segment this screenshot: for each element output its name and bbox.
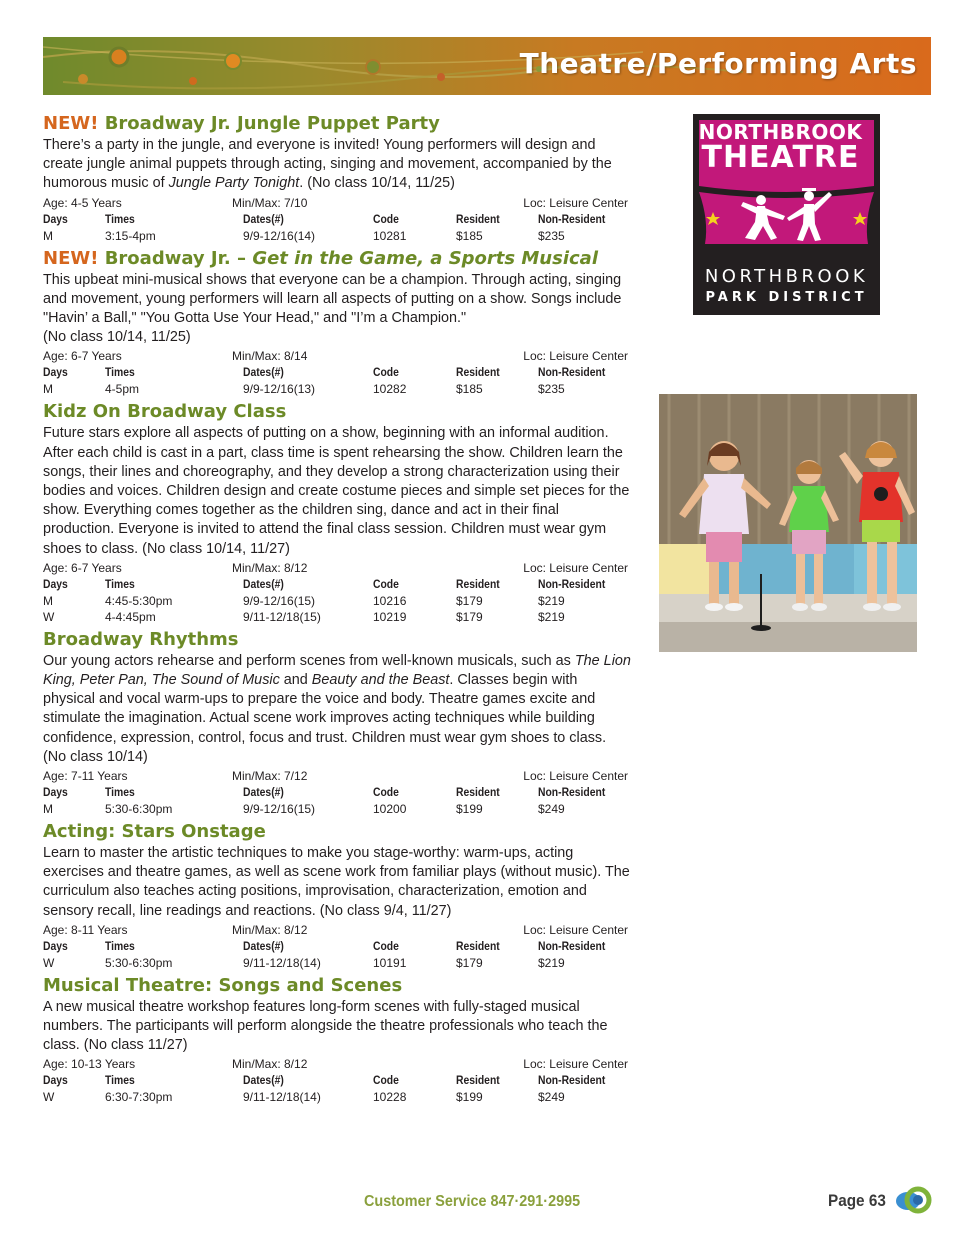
course-item	[43, 973, 631, 1106]
course-description: Learn to master the artistic techniques to make you stage-worthy: warm-ups, acting exercises and theatre games, as well as scene work from familiar plays (without music). The curriculum also teaches acting positions, improvisation, characterization, emotion and sensory recall, line readings and reactions. (No class 9/4, 11/27)	[43, 845, 630, 919]
course-item	[43, 399, 631, 624]
col-resident: Resident	[456, 367, 500, 380]
min-max: Min/Max: 8/12	[232, 1057, 308, 1072]
cell-times: 4:45-5:30pm	[105, 593, 173, 608]
cell-times: 3:15-4pm	[105, 228, 156, 243]
col-nonresident: Non-Resident	[538, 787, 606, 800]
cell-nonresident: $249	[538, 802, 565, 817]
cell-code: 10281	[373, 228, 407, 243]
children-on-stage-photo	[659, 394, 917, 652]
course-item	[43, 627, 631, 817]
col-resident: Resident	[456, 1075, 500, 1088]
desc-text: (No class 10/14)	[43, 748, 148, 765]
cell-dates: 9/9-12/16(15)	[243, 593, 316, 608]
stage-photo-illustration	[659, 394, 917, 652]
cell-nonresident: $249	[538, 1090, 565, 1105]
col-days: Days	[43, 213, 68, 226]
table-row	[43, 1089, 631, 1105]
table-row	[43, 801, 631, 817]
cell-resident: $179	[456, 593, 483, 608]
desc-text: . Classes begin with physical and vocal warm-ups to prepare the voice and body. Theatre games excite and stimulate the imagination. Actual scene work improves acting techniques while building confidence, expression, control, focus and trust. Children must wear gym shoes to class.	[43, 672, 607, 746]
schedule-table	[43, 785, 631, 817]
col-times: Times	[105, 1075, 135, 1088]
schedule-table	[43, 212, 631, 244]
cell-days: W	[43, 1090, 55, 1105]
table-header	[43, 785, 631, 801]
desc-text: Our young actors rehearse and perform scenes from well-known musicals, such as	[43, 652, 575, 669]
col-resident: Resident	[456, 213, 500, 226]
location: Loc: Leisure Center	[523, 349, 628, 364]
table-row	[43, 228, 631, 244]
col-times: Times	[105, 213, 135, 226]
cell-dates: 9/9-12/16(14)	[243, 228, 316, 243]
desc-text: There’s a party in the jungle, and everyone is invited! Young performers will design and create jungle animal puppets through acting, singing and movement, accompanied by the humorous music of	[43, 137, 612, 192]
col-nonresident: Non-Resident	[538, 1075, 606, 1088]
cell-nonresident: $219	[538, 609, 565, 624]
cell-times: 6:30-7:30pm	[105, 1090, 173, 1105]
course-title: Broadway Rhythms	[43, 628, 239, 650]
table-header	[43, 365, 631, 381]
cell-code: 10219	[373, 609, 407, 624]
location: Loc: Leisure Center	[523, 1057, 628, 1072]
table-header	[43, 939, 631, 955]
course-title	[43, 111, 631, 136]
cell-dates: 9/9-12/16(13)	[243, 382, 316, 397]
col-resident: Resident	[456, 787, 500, 800]
col-nonresident: Non-Resident	[538, 940, 606, 953]
min-max: Min/Max: 7/10	[232, 195, 308, 210]
location: Loc: Leisure Center	[523, 769, 628, 784]
desc-italic: Jungle Party Tonight	[168, 175, 300, 192]
desc-text: . (No class 10/14, 11/25)	[299, 175, 455, 192]
col-nonresident: Non-Resident	[538, 367, 606, 380]
course-meta	[43, 560, 631, 577]
cell-days: W	[43, 955, 55, 970]
cell-times: 5:30-6:30pm	[105, 955, 173, 970]
logo-line4: PARK DISTRICT	[705, 290, 868, 305]
customer-service-phone: Customer Service 847·291·2995	[364, 1193, 581, 1210]
cell-days: M	[43, 228, 53, 243]
course-title: Kidz On Broadway Class	[43, 401, 287, 423]
course-title: Musical Theatre: Songs and Scenes	[43, 974, 403, 996]
table-row	[43, 593, 631, 609]
col-code: Code	[373, 787, 399, 800]
course-meta	[43, 922, 631, 939]
desc-italic: The Lion King, Peter Pan, The Sound of Music	[43, 652, 631, 689]
col-times: Times	[105, 787, 135, 800]
col-dates: Dates(#)	[243, 787, 284, 800]
table-header	[43, 1073, 631, 1089]
cell-times: 4-5pm	[105, 382, 140, 397]
table-header	[43, 212, 631, 228]
cell-code: 10216	[373, 593, 407, 608]
course-meta	[43, 348, 631, 365]
col-days: Days	[43, 1075, 68, 1088]
cell-days: M	[43, 802, 53, 817]
col-code: Code	[373, 367, 399, 380]
min-max: Min/Max: 8/12	[232, 560, 308, 575]
col-days: Days	[43, 578, 68, 591]
course-title-italic: Get in the Game, a Sports Musical	[252, 247, 598, 269]
age-range: Age: 7-11 Years	[43, 769, 128, 784]
cell-resident: $199	[456, 802, 483, 817]
cell-resident: $185	[456, 228, 483, 243]
course-description	[43, 136, 631, 194]
age-range: Age: 6-7 Years	[43, 349, 122, 364]
course-description: Future stars explore all aspects of putting on a show, beginning with an informal audition. After each child is cast in a part, class time is spent rehearsing the show. Children learn the songs, their lines and choreography, and they develop a strong characterization using their bodies and voices. Children design and create costume pieces and simple set pieces for the show. Everything comes together as the children sing, dance and act in their final production. Everyone is invited to attend the final class session. Children must wear gym shoes to class. (No class 10/14, 11/27)	[43, 425, 630, 557]
course-description	[43, 271, 631, 348]
table-row	[43, 609, 631, 625]
cell-nonresident: $235	[538, 382, 565, 397]
col-dates: Dates(#)	[243, 940, 284, 953]
min-max: Min/Max: 8/14	[232, 349, 308, 364]
schedule-table	[43, 577, 631, 625]
cell-resident: $185	[456, 382, 483, 397]
cell-days: W	[43, 609, 55, 624]
page-number: Page 63	[828, 1191, 886, 1210]
col-code: Code	[373, 1075, 399, 1088]
age-range: Age: 4-5 Years	[43, 195, 122, 210]
cell-times: 5:30-6:30pm	[105, 802, 173, 817]
cell-dates: 9/9-12/16(15)	[243, 802, 316, 817]
cell-resident: $199	[456, 1090, 483, 1105]
col-nonresident: Non-Resident	[538, 578, 606, 591]
logo-line3: NORTHBROOK	[704, 266, 869, 287]
table-header	[43, 577, 631, 593]
logo-line2: THEATRE	[701, 140, 860, 175]
schedule-table	[43, 365, 631, 397]
course-list	[43, 111, 631, 1107]
course-item	[43, 111, 631, 244]
col-dates: Dates(#)	[243, 213, 284, 226]
course-item	[43, 246, 631, 398]
cell-days: M	[43, 382, 53, 397]
course-meta	[43, 1056, 631, 1073]
page-title: Theatre/Performing Arts	[519, 47, 917, 80]
age-range: Age: 6-7 Years	[43, 560, 122, 575]
northbrook-theatre-logo	[693, 114, 880, 315]
desc-text: This upbeat mini-musical shows that everyone can be a champion. Through acting, singing and movement, young performers will learn all aspects of putting on a show. Songs include "Havin’ a Ball," "You Gotta Use Your Head," and "I’m a Champion."	[43, 271, 622, 327]
col-resident: Resident	[456, 578, 500, 591]
cell-dates: 9/11-12/18(14)	[243, 955, 321, 970]
col-nonresident: Non-Resident	[538, 213, 606, 226]
age-range: Age: 8-11 Years	[43, 922, 128, 937]
course-title-text: Broadway Jr. –	[98, 247, 253, 269]
course-description: A new musical theatre workshop features long-form scenes with fully-staged musical numbers. The participants will perform alongside the theatre professionals who teach the class. (No class 11/27)	[43, 998, 608, 1054]
course-meta	[43, 768, 631, 785]
cell-resident: $179	[456, 609, 483, 624]
col-resident: Resident	[456, 940, 500, 953]
col-days: Days	[43, 367, 68, 380]
cell-nonresident: $235	[538, 228, 565, 243]
new-badge: NEW!	[43, 247, 99, 269]
page-swirl-icon	[894, 1185, 934, 1215]
schedule-table	[43, 1073, 631, 1105]
location: Loc: Leisure Center	[523, 560, 628, 575]
schedule-table	[43, 939, 631, 971]
new-badge: NEW!	[43, 113, 99, 134]
cell-dates: 9/11-12/18(15)	[243, 609, 321, 624]
cell-dates: 9/11-12/18(14)	[243, 1090, 321, 1105]
col-days: Days	[43, 940, 68, 953]
col-code: Code	[373, 213, 399, 226]
cell-code: 10282	[373, 382, 407, 397]
course-title: Acting: Stars Onstage	[43, 821, 266, 843]
cell-nonresident: $219	[538, 955, 565, 970]
cell-nonresident: $219	[538, 593, 565, 608]
col-dates: Dates(#)	[243, 1075, 284, 1088]
col-days: Days	[43, 787, 68, 800]
col-code: Code	[373, 578, 399, 591]
col-times: Times	[105, 367, 135, 380]
header-banner	[43, 37, 931, 95]
location: Loc: Leisure Center	[523, 922, 628, 937]
min-max: Min/Max: 7/12	[232, 769, 308, 784]
cell-days: M	[43, 593, 53, 608]
course-description	[43, 652, 631, 767]
table-row	[43, 381, 631, 397]
cell-code: 10191	[373, 955, 407, 970]
course-item	[43, 819, 631, 971]
desc-text: (No class 10/14, 11/25)	[43, 329, 191, 346]
cell-code: 10228	[373, 1090, 407, 1105]
min-max: Min/Max: 8/12	[232, 922, 308, 937]
col-dates: Dates(#)	[243, 367, 284, 380]
course-title-text: Broadway Jr. Jungle Puppet Party	[98, 113, 440, 134]
desc-text: and	[279, 672, 312, 689]
col-dates: Dates(#)	[243, 578, 284, 591]
cell-times: 4-4:45pm	[105, 609, 156, 624]
col-code: Code	[373, 940, 399, 953]
desc-italic: Beauty and the Beast	[311, 672, 450, 689]
course-meta	[43, 195, 631, 212]
location: Loc: Leisure Center	[523, 195, 628, 210]
logo-line1: NORTHBROOK	[698, 120, 863, 144]
course-title	[43, 246, 631, 271]
col-times: Times	[105, 940, 135, 953]
cell-resident: $179	[456, 955, 483, 970]
age-range: Age: 10-13 Years	[43, 1057, 136, 1072]
table-row	[43, 955, 631, 971]
cell-code: 10200	[373, 802, 407, 817]
col-times: Times	[105, 578, 135, 591]
